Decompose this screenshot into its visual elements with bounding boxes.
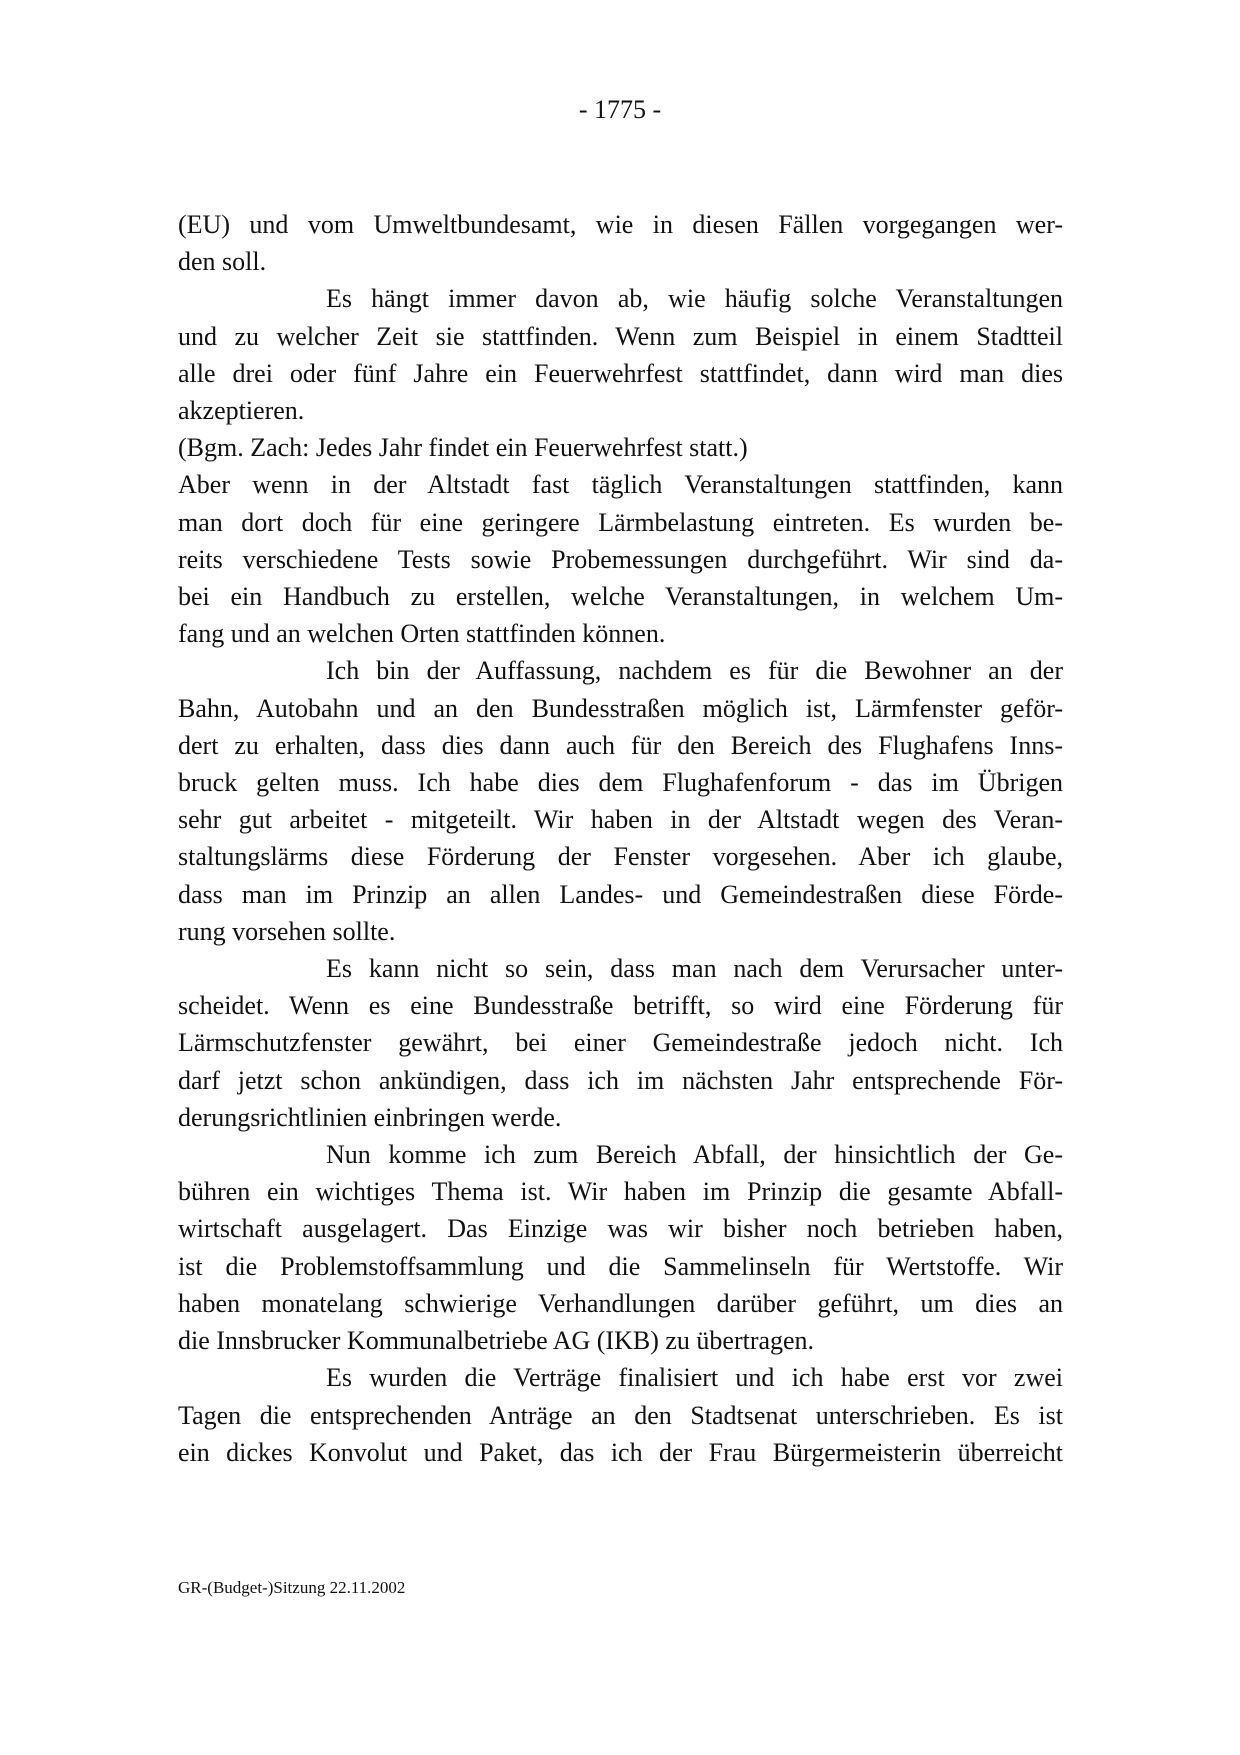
text-line: Bahn, Autobahn und an den Bundesstraßen möglich ist, Lärmfenster geför- [178, 693, 1063, 723]
text-line: und zu welcher Zeit sie stattfinden. Wenn zum Beispiel in einem Stadtteil [178, 321, 1063, 351]
text-line: Tagen die entsprechenden Anträge an den Stadtsenat unterschrieben. Es ist [178, 1400, 1063, 1430]
text-line: (Bgm. Zach: Jedes Jahr findet ein Feuerwehrfest statt.) [178, 433, 748, 463]
text-line: haben monatelang schwierige Verhandlungen darüber geführt, um dies an [178, 1288, 1063, 1318]
text-line: dert zu erhalten, dass dies dann auch für den Bereich des Flughafens Inns- [178, 730, 1063, 760]
text-line: den soll. [178, 247, 267, 277]
text-line: akzeptieren. [178, 396, 305, 426]
text-line: man dort doch für eine geringere Lärmbelastung eintreten. Es wurden be- [178, 507, 1063, 537]
text-line: derungsrichtlinien einbringen werde. [178, 1102, 562, 1132]
text-line: reits verschiedene Tests sowie Probemessungen durchgeführt. Wir sind da- [178, 544, 1063, 574]
text-line: sehr gut arbeitet - mitgeteilt. Wir haben in der Altstadt wegen des Veran- [178, 805, 1063, 835]
text-line: bruck gelten muss. Ich habe dies dem Flughafenforum - das im Übrigen [178, 768, 1063, 798]
text-line: die Innsbrucker Kommunalbetriebe AG (IKB) zu übertragen. [178, 1326, 815, 1356]
page-number: - 1775 - [578, 95, 662, 124]
text-line: Es kann nicht so sein, dass man nach dem Verursacher unter- [326, 954, 1063, 984]
text-line: Aber wenn in der Altstadt fast täglich Veranstaltungen stattfinden, kann [178, 470, 1063, 500]
text-line: alle drei oder fünf Jahre ein Feuerwehrfest stattfindet, dann wird man dies [178, 358, 1063, 388]
text-line: bühren ein wichtiges Thema ist. Wir haben im Prinzip die gesamte Abfall- [178, 1177, 1063, 1207]
text-line: wirtschaft ausgelagert. Das Einzige was wir bisher noch betrieben haben, [178, 1214, 1063, 1244]
text-line: Lärmschutzfenster gewährt, bei einer Gemeindestraße jedoch nicht. Ich [178, 1028, 1063, 1058]
footer-session-label: GR-(Budget-)Sitzung 22.11.2002 [178, 1578, 406, 1597]
text-line: Es wurden die Verträge finalisiert und ich habe erst vor zwei [326, 1363, 1063, 1393]
document-body [178, 206, 1063, 1471]
text-line: dass man im Prinzip an allen Landes- und Gemeindestraßen diese Förde- [178, 879, 1063, 909]
text-line: rung vorsehen sollte. [178, 916, 396, 946]
text-line: fang und an welchen Orten stattfinden können. [178, 619, 666, 649]
text-line: Nun komme ich zum Bereich Abfall, der hinsichtlich der Ge- [326, 1140, 1063, 1170]
text-line: Ich bin der Auffassung, nachdem es für die Bewohner an der [326, 656, 1063, 686]
text-line: (EU) und vom Umweltbundesamt, wie in diesen Fällen vorgegangen wer- [178, 210, 1063, 239]
text-line: staltungslärms diese Förderung der Fenster vorgesehen. Aber ich glaube, [178, 842, 1063, 872]
text-line: ist die Problemstoffsammlung und die Sammelinseln für Wertstoffe. Wir [178, 1251, 1063, 1281]
text-line: scheidet. Wenn es eine Bundesstraße betrifft, so wird eine Förderung für [178, 991, 1063, 1021]
text-line: darf jetzt schon ankündigen, dass ich im nächsten Jahr entsprechende För- [178, 1065, 1063, 1095]
text-line: bei ein Handbuch zu erstellen, welche Veranstaltungen, in welchem Um- [178, 582, 1063, 612]
text-line: Es hängt immer davon ab, wie häufig solche Veranstaltungen [326, 284, 1063, 314]
text-line: ein dickes Konvolut und Paket, das ich der Frau Bürgermeisterin überreicht [178, 1437, 1063, 1467]
